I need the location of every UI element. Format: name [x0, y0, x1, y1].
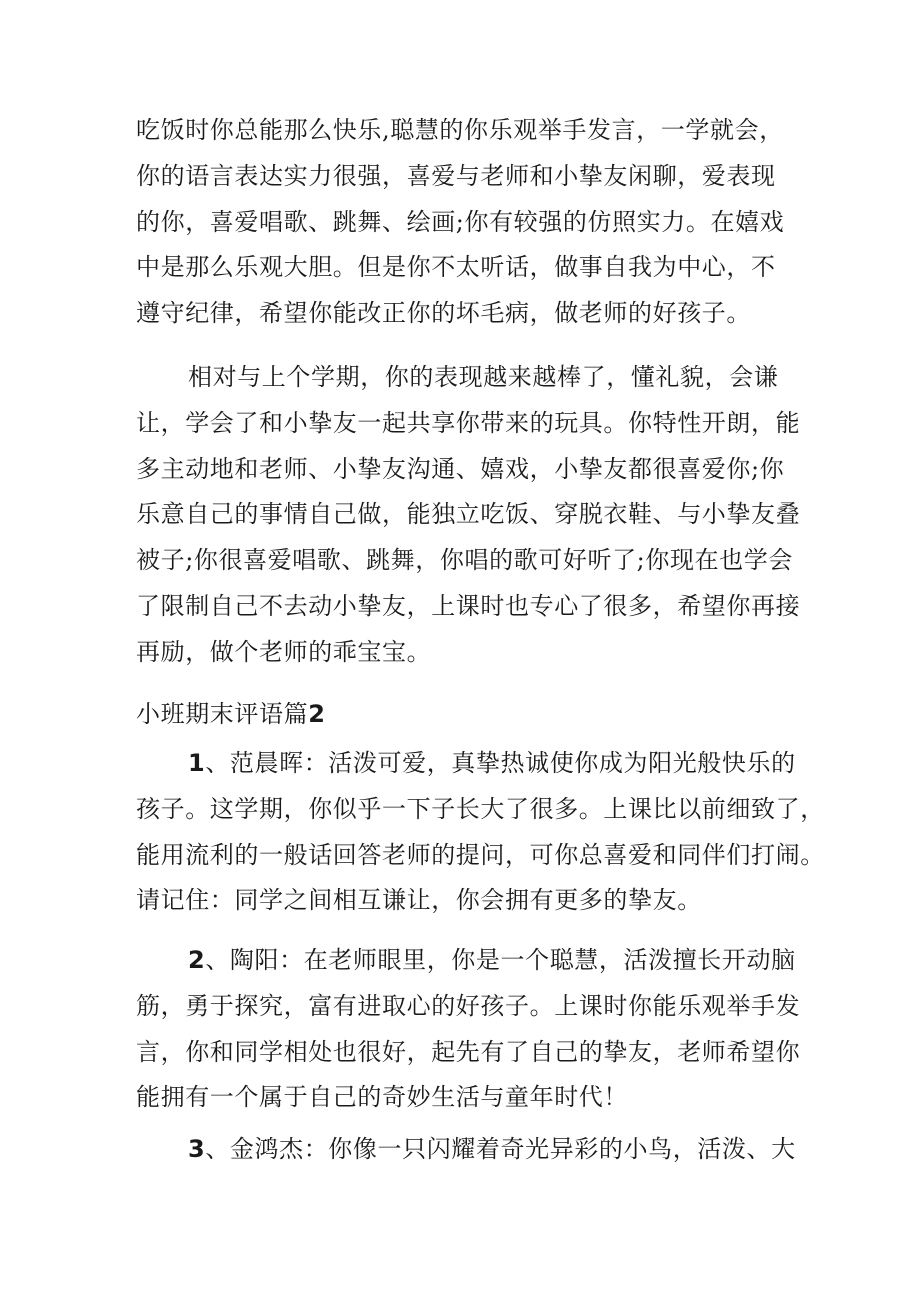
list-item — [136, 1127, 816, 1173]
text-line: 的你，喜爱唱歌、跳舞、绘画;你有较强的仿照实力。在嬉戏 — [136, 207, 785, 236]
text-line: 能拥有一个属于自己的奇妙生活与童年时代！ — [136, 1083, 628, 1112]
item-first-line — [136, 1127, 816, 1173]
text-line: 吃饭时你总能那么快乐,聪慧的你乐观举手发言，一学就会， — [136, 116, 784, 144]
text-line: 你的语言表达实力很强，喜爱与老师和小挚友闲聊，爱表现 — [136, 161, 776, 190]
paragraph — [136, 108, 816, 337]
list-item — [136, 938, 816, 1121]
section-heading — [136, 692, 816, 738]
text-line: 多主动地和老师、小挚友沟通、嬉戏，小挚友都很喜爱你;你 — [136, 454, 785, 483]
text-line: 乐意自己的事情自己做，能独立吃饭、穿脱衣鞋、与小挚友叠 — [136, 500, 801, 529]
text-line: 请记住：同学之间相互谦让，你会拥有更多的挚友。 — [136, 886, 702, 915]
item-first-line — [136, 938, 816, 984]
text-line: 孩子。这学期，你似乎一下子长大了很多。上课比以前细致了， — [136, 794, 825, 823]
item-text: 、陶阳：在老师眼里，你是一个聪慧，活泼擅长开动脑 — [205, 946, 796, 974]
item-first-line — [136, 741, 816, 787]
item-text: 、金鸿杰：你像一只闪耀着奇光异彩的小鸟，活泼、大 — [205, 1135, 796, 1163]
item-number: 1 — [188, 749, 206, 777]
text-line: 被子;你很喜爱唱歌、跳舞，你唱的歌可好听了;你现在也学会 — [136, 546, 793, 575]
text-line: 遵守纪律，希望你能改正你的坏毛病，做老师的好孩子。 — [136, 299, 751, 328]
text-line: 中是那么乐观大胆。但是你不太听话，做事自我为中心，不 — [136, 253, 776, 282]
text-line: 再励，做个老师的乖宝宝。 — [136, 637, 432, 666]
text-line: 了限制自己不去动小挚友，上课时也专心了很多，希望你再接 — [136, 591, 801, 620]
list-item — [136, 741, 825, 924]
text-line: 能用流利的一般话回答老师的提问，可你总喜爱和同伴们打闹。 — [136, 840, 825, 869]
text-line: 相对与上个学期，你的表现越来越棒了，懂礼貌，会谦 — [188, 363, 779, 391]
paragraph — [136, 355, 816, 676]
text-line: 让，学会了和小挚友一起共享你带来的玩具。你特性开朗，能 — [136, 408, 801, 437]
text-line: 筋，勇于探究，富有进取心的好孩子。上课时你能乐观举手发 — [136, 991, 801, 1020]
section-heading-text: 小班期末评语篇 — [136, 700, 309, 728]
item-number: 3 — [188, 1135, 206, 1163]
text-line: 言，你和同学相处也很好，起先有了自己的挚友，老师希望你 — [136, 1037, 801, 1066]
item-number: 2 — [188, 946, 206, 974]
section-heading-number: 2 — [308, 700, 326, 728]
item-text: 、范晨晖：活泼可爱，真挚热诚使你成为阳光般快乐的 — [205, 749, 796, 777]
